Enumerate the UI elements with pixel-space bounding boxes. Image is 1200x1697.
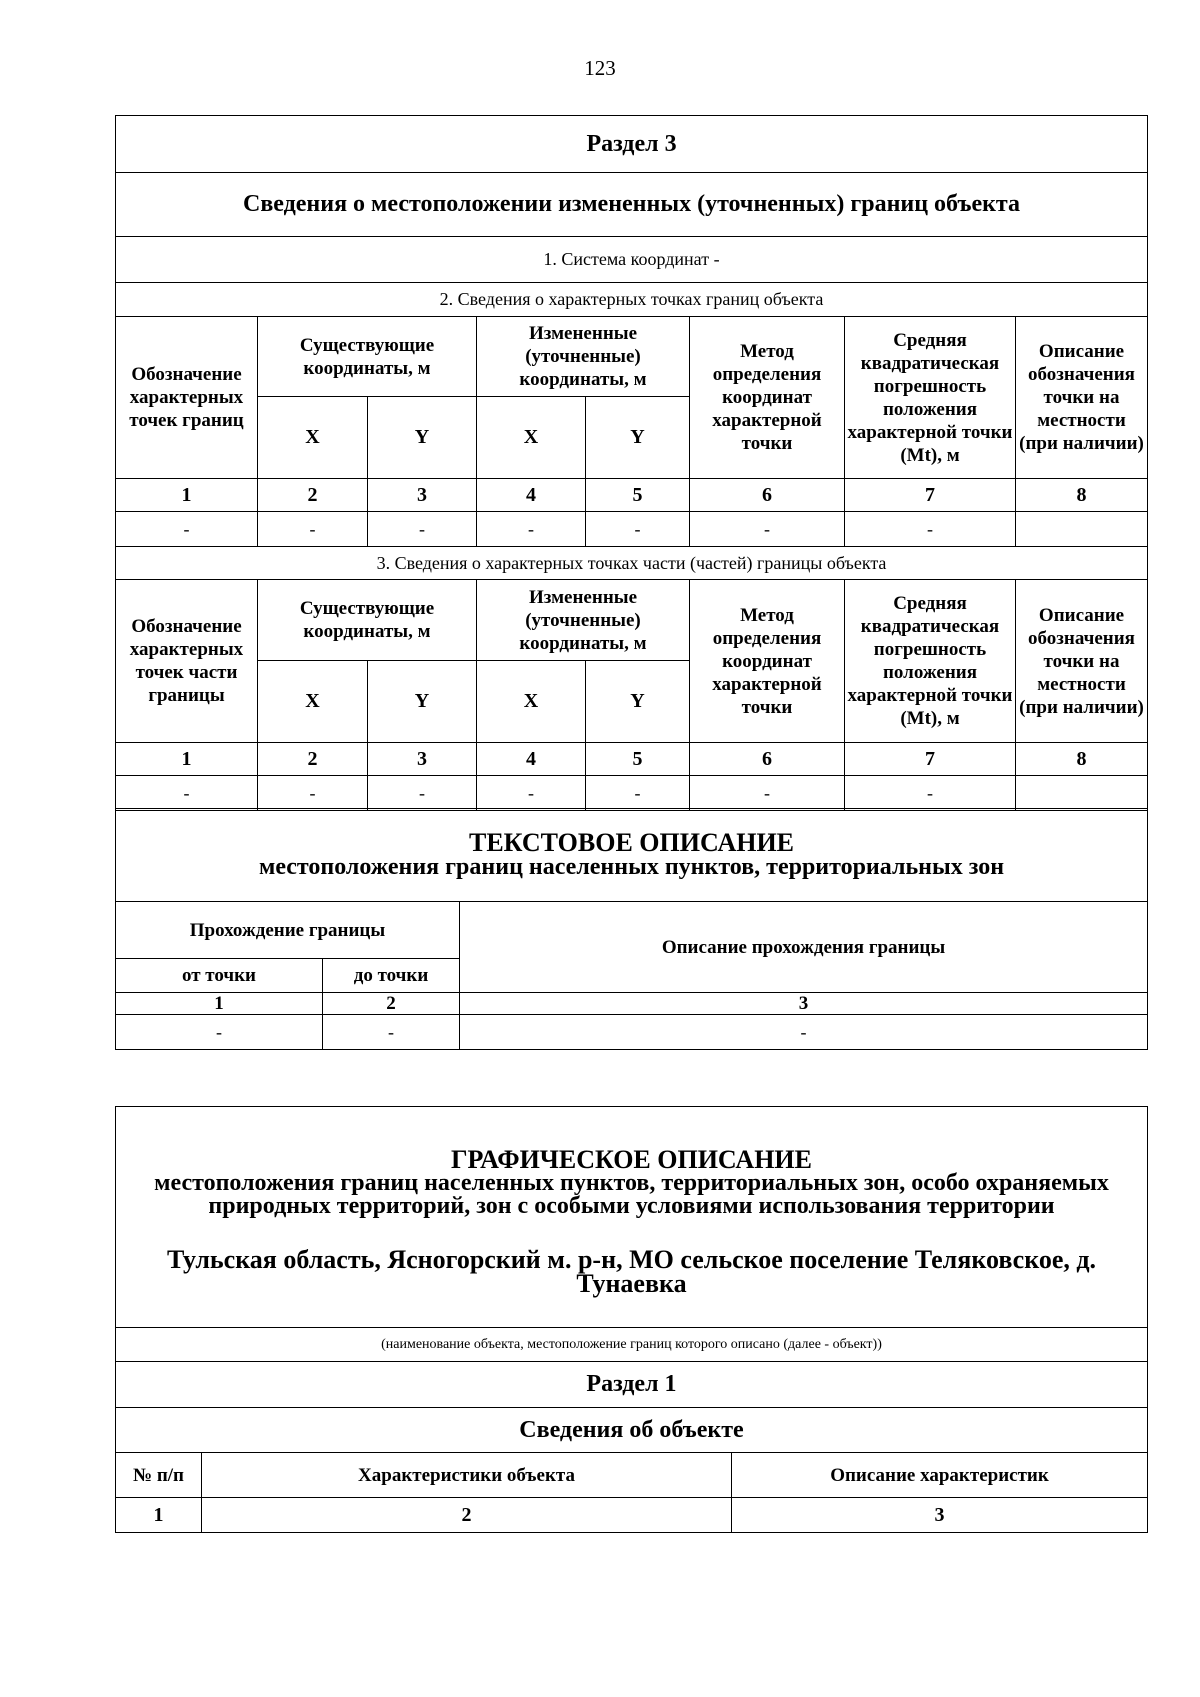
table-cell: -	[116, 1015, 323, 1050]
table-row	[116, 776, 1148, 811]
column-number: 3	[460, 993, 1148, 1015]
header-description: Описание обозначения точки на местности (при наличии)	[1016, 580, 1148, 743]
to-point-header: до точки	[323, 959, 460, 993]
column-number: 3	[368, 743, 477, 776]
graphic-title: ГРАФИЧЕСКОЕ ОПИСАНИЕ	[451, 1145, 812, 1174]
part3-title: 3. Сведения о характерных точках части (частей) границы объекта	[116, 547, 1148, 580]
table-cell: -	[477, 512, 586, 547]
header-y: Y	[586, 397, 690, 479]
table-cell: -	[477, 776, 586, 811]
section3-title: Раздел 3	[116, 116, 1148, 173]
table-cell: -	[690, 776, 845, 811]
graphic-header	[116, 1107, 1148, 1328]
column-number: 2	[258, 743, 368, 776]
column-number: 5	[586, 743, 690, 776]
column-number: 3	[368, 479, 477, 512]
table-row	[116, 993, 1148, 1015]
table-cell: -	[586, 512, 690, 547]
header-existing-coords: Существующие координаты, м	[258, 580, 477, 661]
header-description: Описание обозначения точки на местности (при наличии)	[1016, 317, 1148, 479]
column-characteristics-header: Характеристики объекта	[202, 1453, 732, 1498]
table-row	[116, 1015, 1148, 1050]
table-cell: -	[845, 512, 1016, 547]
column-number: 7	[845, 479, 1016, 512]
column-number: 8	[1016, 479, 1148, 512]
column-number: 1	[116, 479, 258, 512]
passage-description-header: Описание прохождения границы	[460, 902, 1148, 993]
table-cell	[1016, 512, 1148, 547]
table-row	[116, 512, 1148, 547]
header-error: Средняя квадратическая погрешность положения характерной точки (Mt), м	[845, 317, 1016, 479]
table-cell: -	[368, 512, 477, 547]
column-number: 7	[845, 743, 1016, 776]
table-cell	[1016, 776, 1148, 811]
part2-title: 2. Сведения о характерных точках границ объекта	[116, 283, 1148, 317]
header-y: Y	[368, 661, 477, 743]
header-y: Y	[586, 661, 690, 743]
column-num-header: № п/п	[116, 1453, 202, 1498]
text-description-header	[116, 809, 1148, 902]
header-designation-part: Обозначение характерных точек части границы	[116, 580, 258, 743]
table-cell: -	[323, 1015, 460, 1050]
section3-table	[115, 115, 1148, 811]
table-row	[116, 743, 1148, 776]
text-description-title: ТЕКСТОВОЕ ОПИСАНИЕ	[469, 828, 795, 857]
column-number: 2	[323, 993, 460, 1015]
header-method: Метод определения координат характерной точки	[690, 317, 845, 479]
column-number: 1	[116, 1498, 202, 1533]
header-changed-coords: Измененные (уточненные) координаты, м	[477, 580, 690, 661]
header-existing-coords: Существующие координаты, м	[258, 317, 477, 397]
graphic-subtitle: местоположения границ населенных пунктов, территориальных зон, особо охраняемых природных территорий, зон с особыми условиями использования территории	[154, 1170, 1109, 1219]
header-method: Метод определения координат характерной точки	[690, 580, 845, 743]
header-x: X	[258, 397, 368, 479]
text-description-subtitle: местоположения границ населенных пунктов, территориальных зон	[258, 854, 1005, 880]
table-cell: -	[116, 512, 258, 547]
column-description-header: Описание характеристик	[732, 1453, 1148, 1498]
header-changed-coords: Измененные (уточненные) координаты, м	[477, 317, 690, 397]
table-cell: -	[845, 776, 1016, 811]
column-number: 6	[690, 743, 845, 776]
graphic-description-table	[115, 1106, 1148, 1533]
table-cell: -	[258, 512, 368, 547]
column-number: 2	[258, 479, 368, 512]
column-number: 6	[690, 479, 845, 512]
column-number: 5	[586, 479, 690, 512]
table-cell: -	[258, 776, 368, 811]
column-number: 4	[477, 743, 586, 776]
passage-header: Прохождение границы	[116, 902, 460, 959]
table-cell: -	[690, 512, 845, 547]
page-number: 123	[584, 56, 616, 80]
column-number: 1	[116, 993, 323, 1015]
table-row	[116, 479, 1148, 512]
header-y: Y	[368, 397, 477, 479]
header-error: Средняя квадратическая погрешность положения характерной точки (Mt), м	[845, 580, 1016, 743]
object-name-note: (наименование объекта, местоположение границ которого описано (далее - объект))	[116, 1328, 1148, 1362]
column-number: 3	[732, 1498, 1148, 1533]
column-number: 1	[116, 743, 258, 776]
table-cell: -	[368, 776, 477, 811]
coord-system: 1. Система координат -	[116, 237, 1148, 283]
header-designation: Обозначение характерных точек границ	[116, 317, 258, 479]
table-cell: -	[586, 776, 690, 811]
header-x: X	[477, 397, 586, 479]
object-name: Тульская область, Ясногорский м. р-н, МО сельское поселение Теляковское, д. Тунаевка	[166, 1245, 1097, 1298]
table-cell: -	[116, 776, 258, 811]
section1-subtitle: Сведения об объекте	[116, 1408, 1148, 1453]
section3-subtitle: Сведения о местоположении измененных (уточненных) границ объекта	[116, 173, 1148, 237]
from-point-header: от точки	[116, 959, 323, 993]
header-x: X	[477, 661, 586, 743]
header-x: X	[258, 661, 368, 743]
column-number: 4	[477, 479, 586, 512]
section1-title: Раздел 1	[116, 1362, 1148, 1408]
table-cell: -	[460, 1015, 1148, 1050]
table-row	[116, 1498, 1148, 1533]
column-number: 2	[202, 1498, 732, 1533]
text-description-table	[115, 808, 1148, 1050]
column-number: 8	[1016, 743, 1148, 776]
